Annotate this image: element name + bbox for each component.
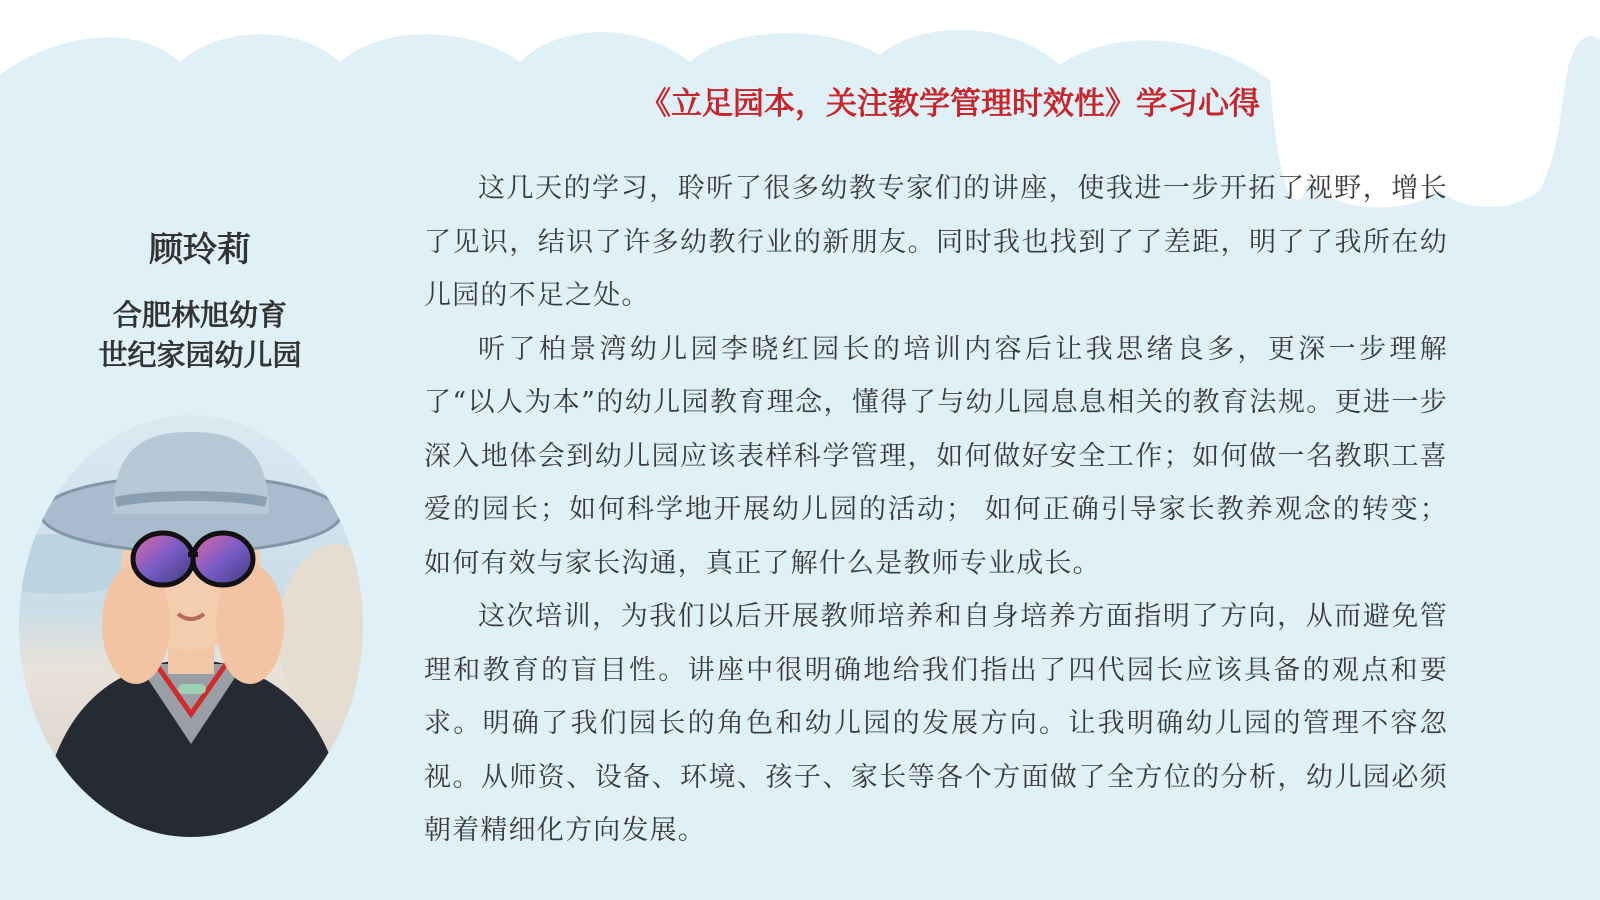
author-name: 顾玲莉 <box>149 230 251 270</box>
author-info <box>60 222 340 375</box>
paragraph: 这几天的学习，聆听了很多幼教专家们的讲座，使我进一步开拓了视野，增长了见识，结识了许多幼教行业的新朋友。同时我也找到了了差距，明了了我所在幼儿园的不足之处。 <box>424 173 1448 311</box>
author-portrait-photo <box>18 414 364 838</box>
page-title: 《立足园本，关注教学管理时效性》学习心得 <box>640 86 1260 122</box>
author-org-line2: 世纪家园幼儿园 <box>98 338 302 372</box>
paragraph: 听了柏景湾幼儿园李晓红园长的培训内容后让我思绪良多，更深一步理解了“以人为本”的幼儿园教育理念，懂得了与幼儿园息息相关的教育法规。更进一步深入地体会到幼儿园应该表样科学管理，如何做好安全工作；如何做一名教职工喜爱的园长；如何科学地开展幼儿园的活动； 如何正确引导家长教养观念的转变；如何有效与家长沟通，真正了解什么是教师专业成长。 <box>424 333 1448 579</box>
article-body <box>424 162 1448 858</box>
author-org-line1: 合肥林旭幼育 <box>112 298 287 332</box>
paragraph: 这次培训，为我们以后开展教师培养和自身培养方面指明了方向，从而避免管理和教育的盲目性。讲座中很明确地给我们指出了四代园长应该具备的观点和要求。明确了我们园长的角色和幼儿园的发展方向。让我明确幼儿园的管理不容忽视。从师资、设备、环境、孩子、家长等各个方面做了全方位的分析，幼儿园必须朝着精细化方向发展。 <box>424 601 1448 846</box>
